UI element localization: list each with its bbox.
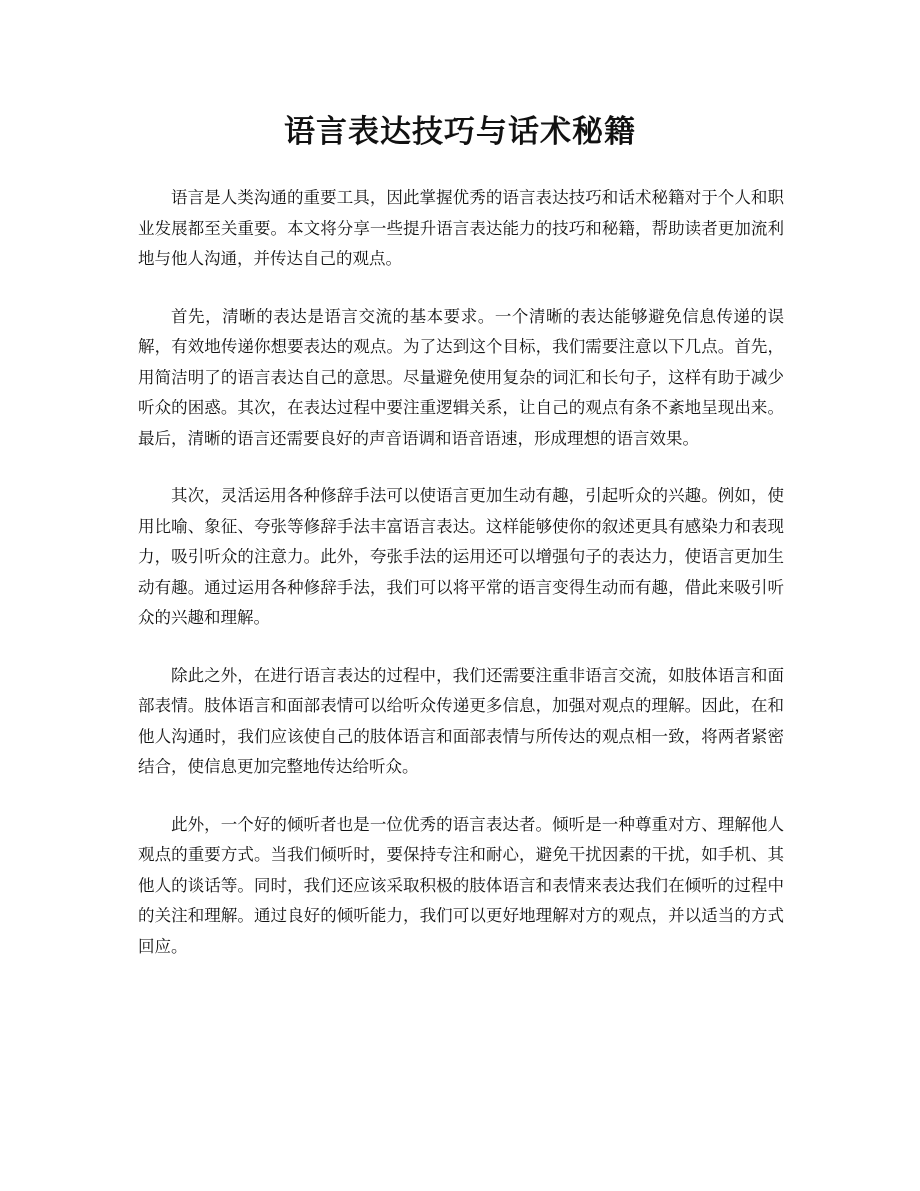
paragraph-1: 语言是人类沟通的重要工具，因此掌握优秀的语言表达技巧和话术秘籍对于个人和职业发展都至关重要。本文将分享一些提升语言表达能力的技巧和秘籍，帮助读者更加流利地与他人沟通，并传达自己的观点。 (138, 188, 784, 268)
paragraph-2: 首先，清晰的表达是语言交流的基本要求。一个清晰的表达能够避免信息传递的误解，有效地传递你想要表达的观点。为了达到这个目标，我们需要注意以下几点。首先，用简洁明了的语言表达自己的意思。尽量避免使用复杂的词汇和长句子，这样有助于减少听众的困惑。其次，在表达过程中要注重逻辑关系，让自己的观点有条不紊地呈现出来。最后，清晰的语言还需要良好的声音语调和语音语速，形成理想的语言效果。 (138, 306, 784, 448)
paragraph-4: 除此之外，在进行语言表达的过程中，我们还需要注重非语言交流，如肢体语言和面部表情。肢体语言和面部表情可以给听众传递更多信息，加强对观点的理解。因此，在和他人沟通时，我们应该使自己的肢体语言和面部表情与所传达的观点相一致，将两者紧密结合，使信息更加完整地传达给听众。 (138, 665, 784, 776)
paragraph-5: 此外，一个好的倾听者也是一位优秀的语言表达者。倾听是一种尊重对方、理解他人观点的重要方式。当我们倾听时，要保持专注和耐心，避免干扰因素的干扰，如手机、其他人的谈话等。同时，我们还应该采取积极的肢体语言和表情来表达我们在倾听的过程中的关注和理解。通过良好的倾听能力，我们可以更好地理解对方的观点，并以适当的方式回应。 (138, 814, 784, 956)
paragraph-3: 其次，灵活运用各种修辞手法可以使语言更加生动有趣，引起听众的兴趣。例如，使用比喻、象征、夸张等修辞手法丰富语言表达。这样能够使你的叙述更具有感染力和表现力，吸引听众的注意力。此外，夸张手法的运用还可以增强句子的表达力，使语言更加生动有趣。通过运用各种修辞手法，我们可以将平常的语言变得生动而有趣，借此来吸引听众的兴趣和理解。 (138, 486, 784, 627)
document-body (138, 183, 784, 989)
document-title: 语言表达技巧与话术秘籍 (284, 114, 636, 150)
